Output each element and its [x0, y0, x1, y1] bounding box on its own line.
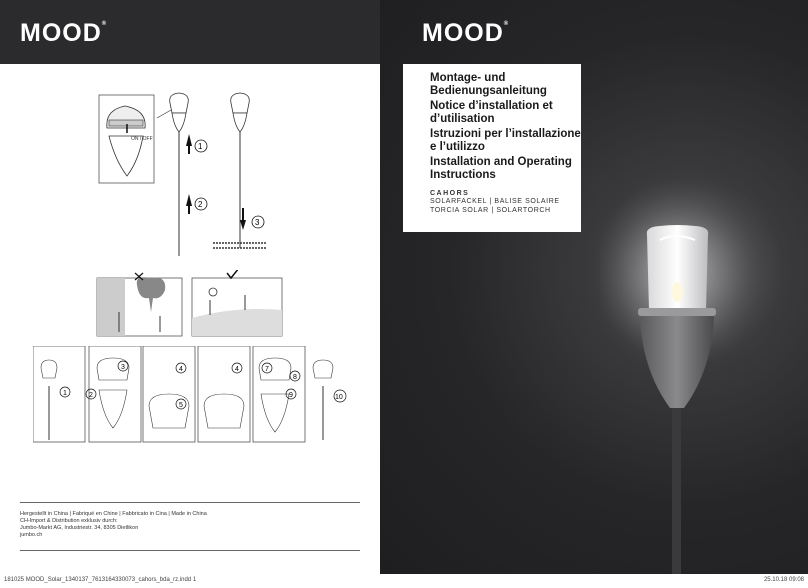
print-date: 25.10.18 09:08 — [763, 577, 804, 583]
model-name: CAHORS — [430, 190, 470, 197]
title-de: Montage- und Bedienungsanleitung — [430, 72, 547, 97]
assembly-diagram-top — [95, 88, 285, 258]
bottom-step-7: 7 — [265, 366, 269, 373]
step-3-label: 3 — [255, 218, 260, 227]
left-logo: MOOD® — [20, 19, 108, 47]
bottom-step-8: 8 — [293, 374, 297, 381]
bottom-step-3: 3 — [121, 364, 125, 371]
title-box — [403, 64, 581, 232]
title-en: Installation and Operating Instructions — [430, 156, 572, 181]
bottom-step-1: 1 — [63, 390, 67, 397]
footer — [20, 502, 360, 539]
placement-diagram — [95, 270, 285, 340]
print-slug — [0, 574, 808, 588]
title-it: Istruzioni per l’installazione e l’utilizzo — [430, 128, 581, 153]
print-file-name: 181025 MOOD_Solar_1340137_7613164330073_cahors_bda_rz.indd 1 — [4, 577, 197, 583]
title-fr: Notice d’installation et d’utilisation — [430, 100, 553, 125]
bottom-step-10: 10 — [335, 394, 343, 401]
step-1-label: 1 — [198, 142, 203, 151]
step-2-label: 2 — [198, 200, 203, 209]
bottom-step-6: 4 — [235, 366, 239, 373]
made-in-text: Hergestellt in China | Fabriqué en Chine | Fabbricato in Cina | Made in China — [20, 511, 207, 517]
on-off-label: ON / OFF — [131, 136, 153, 142]
product-line-1: SOLARFACKEL | BALISE SOLAIRE — [430, 198, 560, 205]
right-logo: MOOD® — [422, 19, 510, 47]
distribution-text: CH-Import & Distribution exklusiv durch: — [20, 518, 118, 524]
address-text: Jumbo-Markt AG, Industriestr. 34, 8305 Dietlikon — [20, 525, 139, 531]
footer-divider — [20, 550, 360, 551]
bottom-step-4: 4 — [179, 366, 183, 373]
steps-diagram-bottom — [33, 346, 355, 446]
bottom-step-5: 5 — [179, 402, 183, 409]
product-line-2: TORCIA SOLAR | SOLARTORCH — [430, 207, 551, 214]
bottom-step-9: 9 — [289, 392, 293, 399]
solar-torch-photo — [600, 180, 770, 574]
website-text: jumbo.ch — [20, 532, 43, 538]
bottom-step-2: 2 — [89, 392, 93, 399]
